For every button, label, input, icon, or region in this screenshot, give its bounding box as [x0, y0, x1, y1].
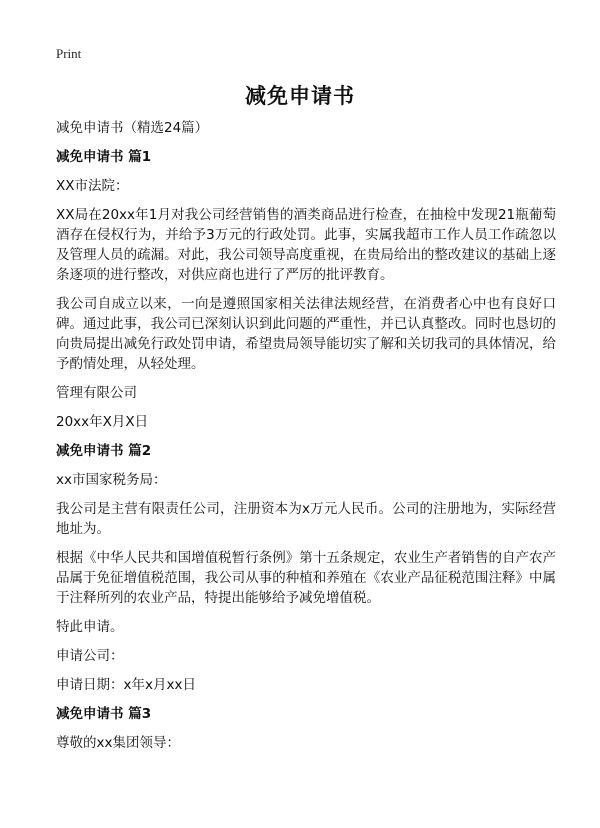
section-1-date: 20xx年X月X日: [56, 414, 149, 430]
section-1-salutation: XX市法院：: [56, 178, 129, 194]
section-2-date: 申请日期：x年x月xx日: [56, 677, 196, 693]
document-body: [56, 118, 556, 762]
section-heading-3: 减免申请书 篇3: [56, 706, 152, 722]
print-link[interactable]: Print: [56, 46, 82, 61]
page-title: 减免申请书: [245, 84, 355, 108]
section-heading-2: 减免申请书 篇2: [56, 443, 152, 459]
section-heading-1: 减免申请书 篇1: [56, 149, 152, 165]
section-2-paragraph: 根据《中华人民共和国增值税暂行条例》第十五条规定，农业生产者销售的自产农产品属于免征增值税范围，我公司从事的种植和养殖在《农业产品征税范围注释》中属于注释所列的农业产品，特提出能够给予减免增值税。: [56, 550, 556, 606]
section-3-salutation: 尊敬的xx集团领导：: [56, 735, 180, 751]
document-subtitle: 减免申请书（精选24篇）: [56, 120, 209, 136]
section-2-applicant: 申请公司：: [56, 648, 124, 664]
section-1-signature: 管理有限公司: [56, 385, 137, 401]
section-2-paragraph: 我公司是主营有限责任公司，注册资本为x万元人民币。公司的注册地为，实际经营地址为。: [56, 501, 556, 537]
section-2-salutation: xx市国家税务局：: [56, 472, 167, 488]
section-1-paragraph: XX局在20xx年1月对我公司经营销售的酒类商品进行检查，在抽检中发现21瓶葡萄酒存在侵权行为，并给予3万元的行政处罚。此事，实属我超市工作人员工作疏忽以及管理人员的疏漏。对此，我公司领导高度重视，在贵局给出的整改建议的基础上逐条逐项的进行整改，对供应商也进行了严厉的批评教育。: [56, 207, 556, 283]
section-2-closing: 特此申请。: [56, 619, 124, 635]
section-1-paragraph: 我公司自成立以来，一向是遵照国家相关法律法规经营，在消费者心中也有良好口碑。通过此事，我公司已深刻认识到此问题的严重性，并已认真整改。同时也恳切的向贵局提出减免行政处罚申请，希望贵局领导能切实了解和关切我司的具体情况，给予酌情处理，从轻处理。: [56, 296, 556, 372]
